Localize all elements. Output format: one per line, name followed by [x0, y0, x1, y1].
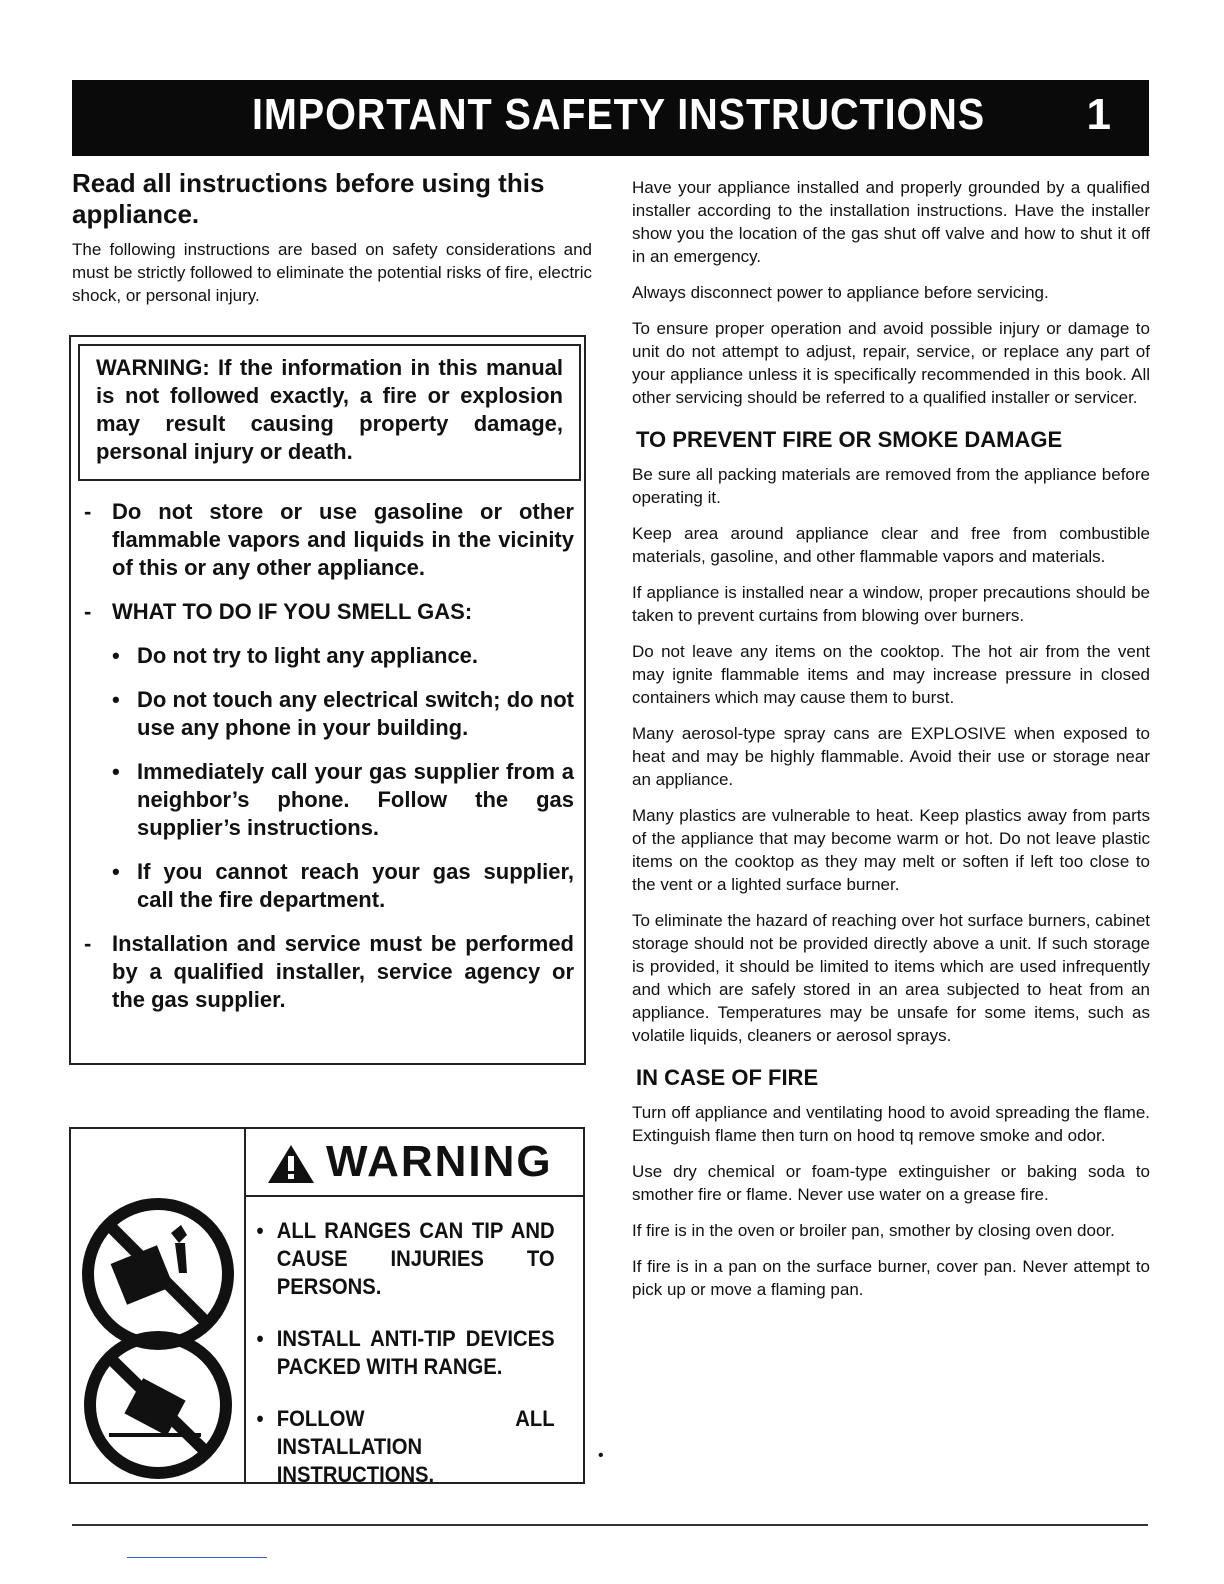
list-item [84, 686, 574, 742]
bullet-icon: • [598, 1447, 604, 1464]
bullet-icon: • [112, 687, 120, 712]
bullet-icon: • [112, 859, 120, 884]
paragraph: Keep area around appliance clear and free from combustible materials, gasoline, and other flammable vapors and materials. [632, 524, 1150, 566]
paragraph: Many aerosol-type spray cans are EXPLOSIVE when exposed to heat and may be highly flammable. Avoid their use or storage near an appliance. [632, 724, 1150, 789]
paragraph: If fire is in the oven or broiler pan, smother by closing oven door. [632, 1221, 1115, 1240]
list-item [84, 858, 574, 914]
warning-heading: WARNING [326, 1137, 553, 1186]
page-number: 1 [1086, 90, 1111, 139]
bullet-icon: • [256, 1326, 264, 1351]
warning-header [246, 1129, 585, 1197]
section-heading: TO PREVENT FIRE OR SMOKE DAMAGE [636, 427, 1063, 452]
gas-safety-list [84, 498, 574, 1030]
footer-mark [127, 1557, 267, 1558]
paragraph: If fire is in a pan on the surface burner, cover pan. Never attempt to pick up or move a flaming pan. [632, 1257, 1150, 1299]
intro-paragraph: The following instructions are based on safety considerations and must be strictly followed to eliminate the potential risks of fire, electric shock, or personal injury. [72, 240, 592, 305]
list-item [84, 598, 574, 626]
paragraph: Turn off appliance and ventilating hood to avoid spreading the flame. Extinguish flame then turn on hood tq remove smoke and odor. [632, 1103, 1150, 1145]
section-heading: IN CASE OF FIRE [636, 1065, 819, 1090]
warning-text: WARNING: If the information in this manual is not followed exactly, a fire or explosion may result causing property damage, personal injury or death. [96, 355, 563, 464]
read-instructions-heading: Read all instructions before using this appliance. [72, 168, 545, 229]
list-item [84, 642, 574, 670]
paragraph: Always disconnect power to appliance before servicing. [632, 283, 1049, 302]
dash-marker: - [84, 599, 92, 624]
bullet-text: Do not touch any electrical switch; do not use any phone in your building. [137, 687, 574, 740]
warning-notice [78, 344, 581, 481]
bullet-icon: • [256, 1406, 264, 1431]
tip-warning-text: ALL RANGES CAN TIP AND CAUSE INJURIES TO PERSONS. [276, 1218, 555, 1299]
smell-gas-heading: WHAT TO DO IF YOU SMELL GAS: [112, 599, 473, 624]
paragraph: Use dry chemical or foam-type extinguisher or baking soda to smother fire or flame. Never use water on a grease fire. [632, 1162, 1150, 1204]
header-banner [72, 80, 1149, 156]
left-column [72, 168, 592, 307]
bullet-text: Do not try to light any appliance. [137, 643, 479, 668]
gasoline-warning: Do not store or use gasoline or other flammable vapors and liquids in the vicinity of this or any other appliance. [112, 499, 574, 580]
list-item [251, 1325, 555, 1381]
tip-warning-text: INSTALL ANTI-TIP DEVICES PACKED WITH RANGE. [276, 1326, 555, 1379]
list-item [251, 1405, 555, 1489]
paragraph: Many plastics are vulnerable to heat. Keep plastics away from parts of the appliance that may become warm or hot. Do not leave plastic items on the cooktop as they may melt or soften if left too close to the vent or a lighted surface burner. [632, 806, 1150, 894]
list-item [84, 498, 574, 582]
right-column [632, 176, 1150, 1314]
tip-warning-list [251, 1217, 555, 1513]
paragraph: To eliminate the hazard of reaching over hot surface burners, cabinet storage should not be provided directly above a unit. If such storage is provided, it should be limited to items which are used infrequently and which are safely stored in an area subjected to heat from an appliance. Temperatures may be unsafe for some items, such as volatile liquids, cleaners or aerosol sprays. [632, 911, 1150, 1045]
paragraph: Have your appliance installed and properly grounded by a qualified installer according to the installation instructions. Have the installer show you the location of the gas shut off valve and how to shut it off in an emergency. [632, 178, 1150, 266]
warning-triangle-icon [266, 1143, 316, 1185]
dash-marker: - [84, 499, 92, 524]
bullet-text: If you cannot reach your gas supplier, call the fire department. [137, 859, 574, 912]
bullet-icon: • [112, 643, 120, 668]
list-item [84, 758, 574, 842]
dash-marker: - [84, 931, 92, 956]
no-tipping-range-icon [79, 1329, 237, 1481]
bullet-text: Immediately call your gas supplier from a neighbor’s phone. Follow the gas supplier’s instructions. [137, 759, 574, 840]
paragraph: Do not leave any items on the cooktop. The hot air from the vent may ignite flammable items and may increase pressure in closed containers which may cause them to burst. [632, 642, 1150, 707]
footer-rule [72, 1524, 1148, 1526]
page-title: IMPORTANT SAFETY INSTRUCTIONS [252, 90, 986, 139]
installation-notice: Installation and service must be performed by a qualified installer, service agency or the gas supplier. [112, 931, 574, 1012]
paragraph: To ensure proper operation and avoid possible injury or damage to unit do not attempt to adjust, repair, service, or replace any part of your appliance unless it is specifically recommended in this book. All other servicing should be referred to a qualified installer or servicer. [632, 319, 1150, 407]
tip-warning-text: FOLLOW ALL INSTALLATION INSTRUCTIONS. [276, 1406, 555, 1487]
paragraph: If appliance is installed near a window, proper precautions should be taken to prevent curtains from blowing over burners. [632, 583, 1150, 625]
tip-warning-box [69, 1127, 585, 1487]
bullet-icon: • [256, 1218, 264, 1243]
list-item [251, 1217, 555, 1301]
bullet-icon: • [112, 759, 120, 784]
paragraph: Be sure all packing materials are removed from the appliance before operating it. [632, 465, 1150, 507]
list-item [84, 930, 574, 1014]
